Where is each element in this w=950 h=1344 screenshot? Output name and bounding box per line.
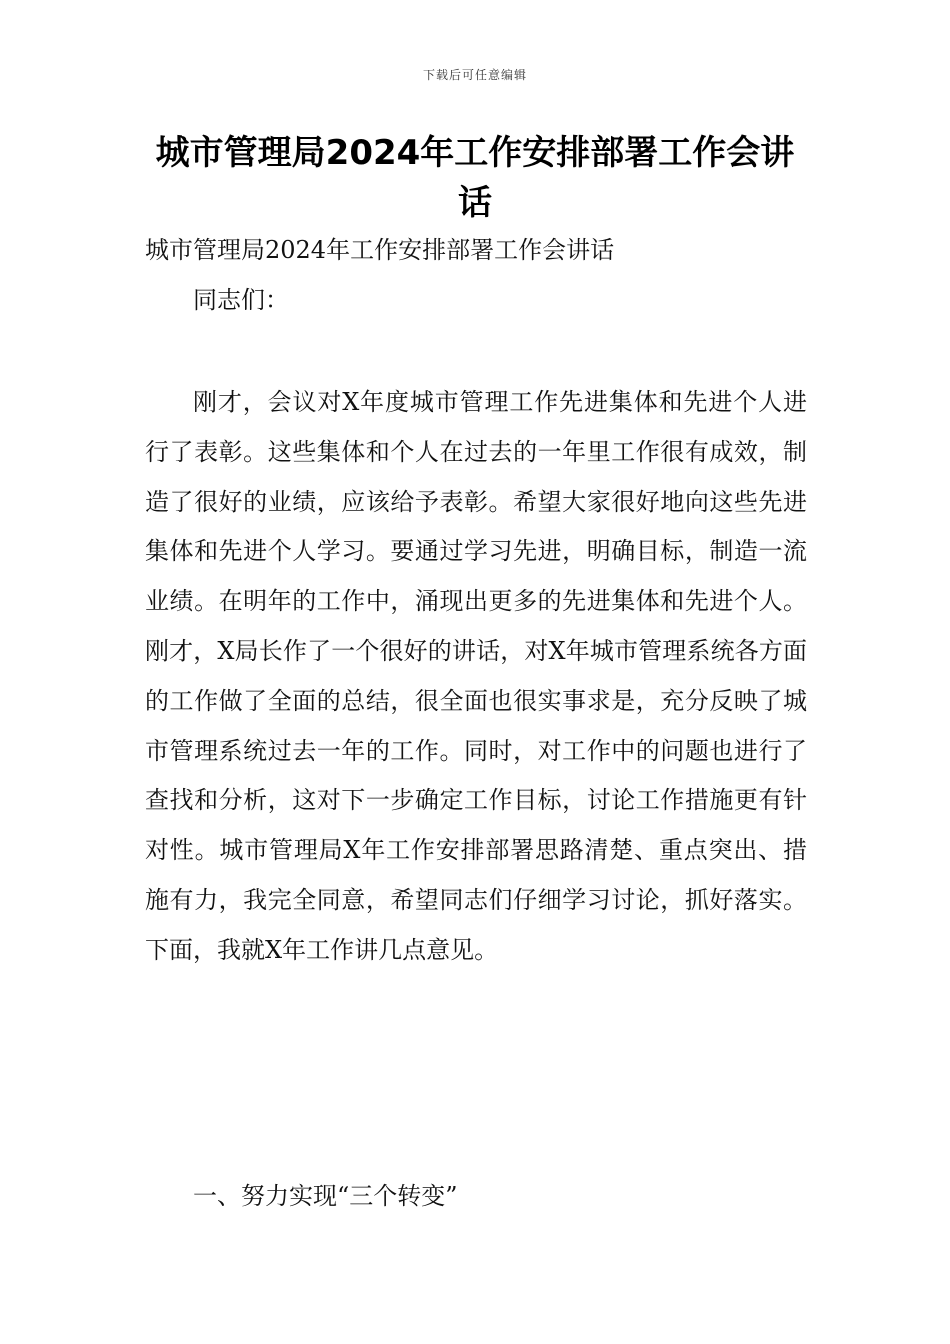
document-title: 城市管理局2024年工作安排部署工作会讲话	[155, 133, 795, 223]
document-subtitle: 城市管理局2024年工作安排部署工作会讲话	[145, 236, 615, 264]
greeting: 同志们：	[193, 286, 289, 314]
header-note: 下载后可任意编辑	[422, 68, 527, 82]
section-heading: 一、努力实现“三个转变”	[193, 1182, 458, 1210]
body-paragraph: 刚才，会议对X年度城市管理工作先进集体和先进个人进行了表彰。这些集体和个人在过去的一年里工作很有成效，制造了很好的业绩，应该给予表彰。希望大家很好地向这些先进集体和先进个人学习。要通过学习先进，明确目标，制造一流业绩。在明年的工作中，涌现出更多的先进集体和先进个人。刚才，X局长作了一个很好的讲话，对X年城市管理系统各方面的工作做了全面的总结，很全面也很实事求是，充分反映了城市管理系统过去一年的工作。同时，对工作中的问题也进行了查找和分析，这对下一步确定工作目标，讨论工作措施更有针对性。城市管理局X年工作安排部署思路清楚、重点突出、措施有力，我完全同意，希望同志们仔细学习讨论，抓好落实。下面，我就X年工作讲几点意见。	[145, 388, 807, 964]
